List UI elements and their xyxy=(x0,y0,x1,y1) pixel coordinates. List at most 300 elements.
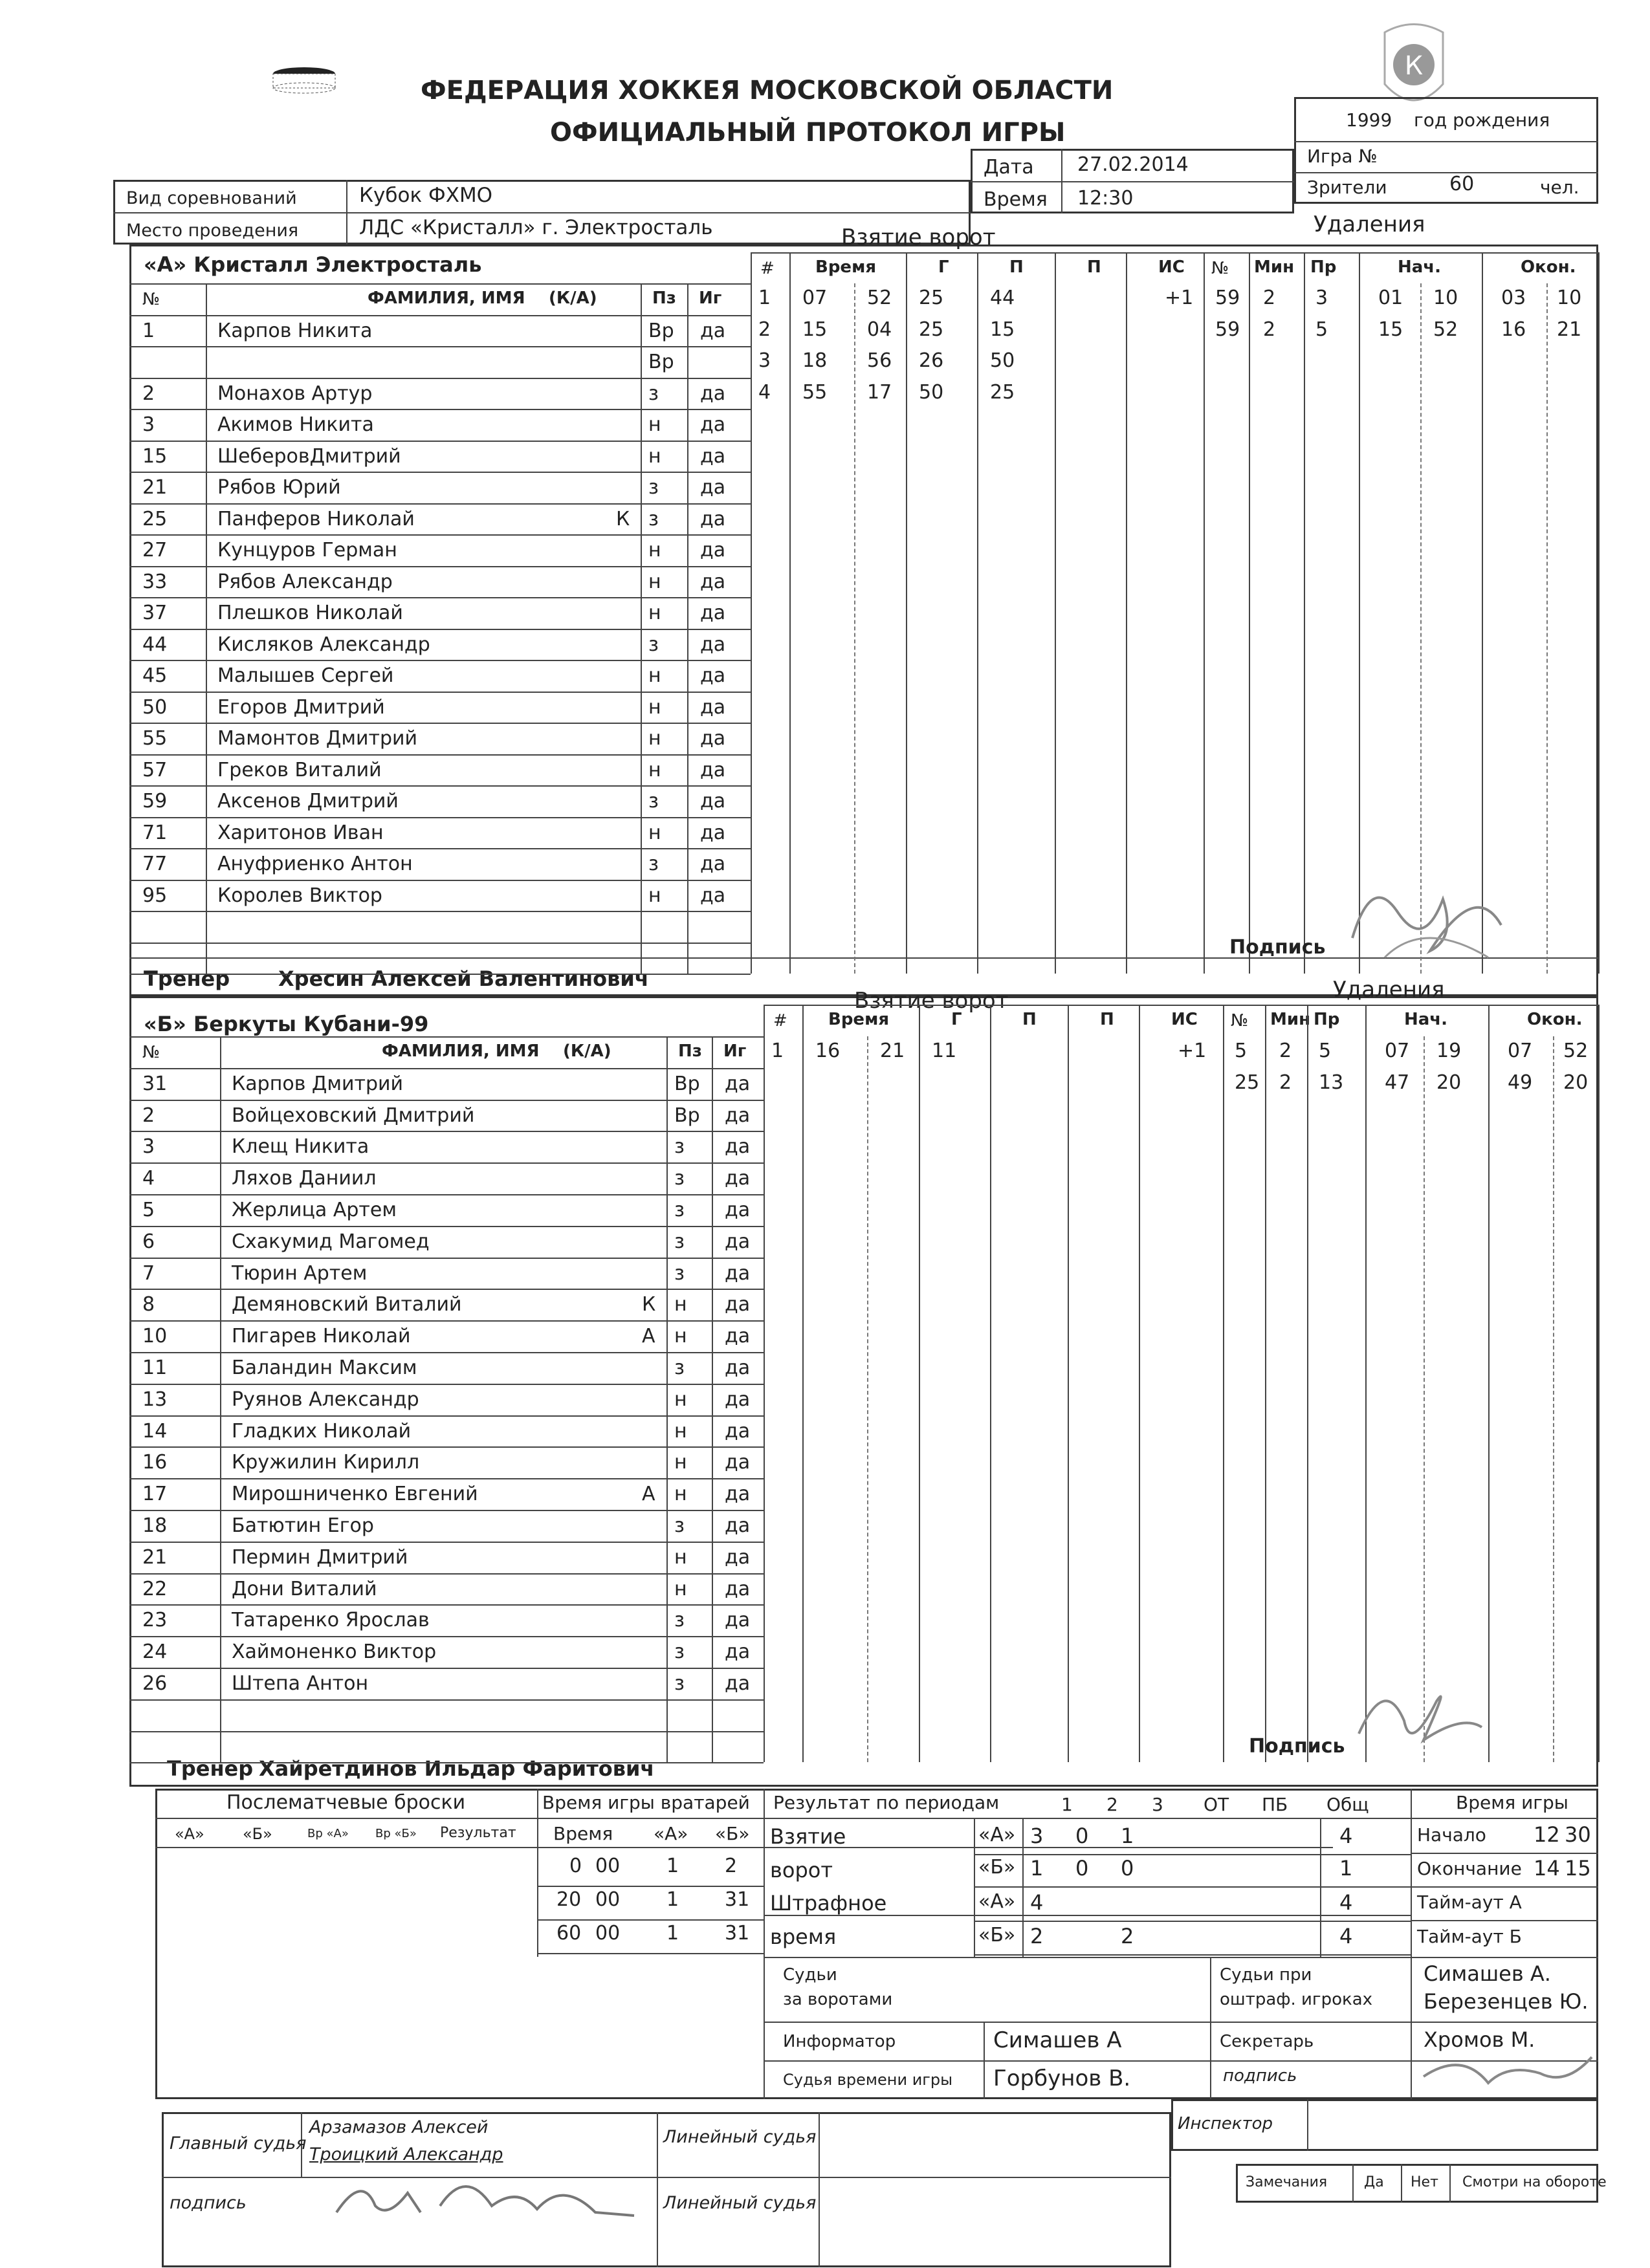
penalty-end-sec: 20 xyxy=(1563,1071,1589,1094)
period-value: 4 xyxy=(1030,1890,1044,1915)
team-a-signature-label: Подпись xyxy=(1229,936,1326,959)
pen-end-header: Окон. xyxy=(1521,257,1576,277)
goalie-row-line xyxy=(537,1919,764,1921)
player-number: 4 xyxy=(142,1167,155,1190)
goals-col-line xyxy=(977,252,978,974)
period-row-line xyxy=(974,1954,1411,1956)
birth-year: 1999 xyxy=(1346,109,1392,131)
penalty-end-min: 16 xyxy=(1501,318,1526,341)
roster-name-header: ФАМИЛИЯ, ИМЯ xyxy=(368,289,525,308)
period-row-line xyxy=(974,1854,1411,1855)
roster-row-line xyxy=(129,785,751,787)
pen-no-header: № xyxy=(1211,258,1229,278)
competition-label: Вид соревнований xyxy=(126,188,297,208)
player-pz: з xyxy=(648,790,659,812)
goals-col-line xyxy=(906,252,907,974)
goals-g-header: Г xyxy=(938,257,949,277)
roster-row-line xyxy=(129,409,751,410)
penalty-player: 59 xyxy=(1215,287,1240,309)
period-header: ПБ xyxy=(1262,1794,1288,1815)
shootouts-title: Послематчевые броски xyxy=(226,1791,466,1814)
goalie-b-header: «Б» xyxy=(715,1823,750,1844)
remarks-label: Замечания xyxy=(1246,2174,1328,2190)
player-name: Кружилин Кирилл xyxy=(232,1451,420,1474)
penalty-end-sec: 52 xyxy=(1563,1040,1589,1062)
roster-row-line xyxy=(129,1762,764,1763)
player-ig: да xyxy=(700,853,726,875)
date-value: 27.02.2014 xyxy=(1077,153,1189,176)
player-pz: Вр xyxy=(648,319,674,342)
player-number: 33 xyxy=(142,570,168,593)
competition-value: Кубок ФХМО xyxy=(359,184,493,207)
player-number: 6 xyxy=(142,1230,155,1253)
spectators-unit: чел. xyxy=(1540,177,1579,198)
player-number: 3 xyxy=(142,1135,155,1159)
goals-time-header: Время xyxy=(815,257,877,277)
roster-ka-header: (К/А) xyxy=(549,289,597,308)
penalty-col-line xyxy=(1598,1005,1600,1762)
start-minutes: 30 xyxy=(1565,1822,1591,1847)
shootouts-gk-b: Вр «Б» xyxy=(375,1827,417,1840)
player-number: 31 xyxy=(142,1072,168,1095)
roster-col-line xyxy=(666,1036,668,1762)
goal-scorer: 50 xyxy=(919,380,944,404)
inspector-label: Инспектор xyxy=(1178,2114,1273,2133)
goal-scorer: 25 xyxy=(919,318,944,341)
main-referee-signature xyxy=(324,2167,647,2225)
roster-row-line xyxy=(129,692,751,693)
penalty-start-divider xyxy=(1424,1036,1425,1762)
player-pz: н xyxy=(648,602,661,624)
player-number: 2 xyxy=(142,382,155,405)
team-b-coach: Хайретдинов Ильдар Фаритович xyxy=(259,1756,655,1781)
player-name: ШеберовДмитрий xyxy=(217,444,401,468)
roster-row-line xyxy=(129,1542,764,1543)
goal-judges-label-1: Судьи xyxy=(783,1965,837,1985)
line-referee-label-1: Линейный судья xyxy=(663,2127,817,2147)
player-pz: з xyxy=(674,1199,685,1221)
player-name: Королев Виктор xyxy=(217,884,382,907)
roster-row-line xyxy=(129,1352,764,1353)
penalty-col-line xyxy=(1265,1005,1266,1762)
hockey-puck-logo xyxy=(269,65,340,97)
goal-minute: 15 xyxy=(802,318,828,341)
pen-min-header: Мин xyxy=(1254,257,1295,277)
goals-time-divider xyxy=(867,1036,868,1762)
date-label: Дата xyxy=(984,156,1034,179)
informator-label: Информатор xyxy=(783,2032,896,2051)
roster-row-line xyxy=(129,1194,764,1195)
team-b-coach-label: Тренер xyxy=(167,1756,254,1781)
player-ig: да xyxy=(725,1641,751,1664)
player-pz: з xyxy=(674,1609,685,1632)
period-header: 2 xyxy=(1106,1794,1118,1815)
secretary-value: Хромов М. xyxy=(1424,2027,1535,2052)
period-team-label: «А» xyxy=(978,1824,1016,1846)
team-b-signature xyxy=(1346,1663,1488,1760)
goalie-a: 1 xyxy=(666,1888,679,1911)
player-ig: да xyxy=(700,539,726,562)
pen-pr-header: Пр xyxy=(1310,257,1337,277)
goals-p1-header: П xyxy=(1009,257,1024,277)
period-value: 0 xyxy=(1121,1856,1134,1881)
penalties-title: Удаления xyxy=(1314,212,1425,237)
player-number: 21 xyxy=(142,1545,168,1569)
player-name: Клещ Никита xyxy=(232,1135,369,1159)
goal-scorer: 26 xyxy=(919,349,944,372)
penalties-title: Удаления xyxy=(1333,977,1445,1003)
player-ig: да xyxy=(700,319,726,342)
player-name: Акимов Никита xyxy=(217,413,374,436)
goalie-time-second: 00 xyxy=(595,1922,621,1945)
penalty-end-min: 49 xyxy=(1508,1071,1533,1094)
roster-row-line xyxy=(129,315,751,316)
team-a-coach-label: Тренер xyxy=(144,966,230,991)
goalie-row-line xyxy=(537,1886,764,1887)
penalty-reason: 3 xyxy=(1315,287,1328,309)
goals-is-header: ИС xyxy=(1158,257,1185,277)
period-row-line xyxy=(974,1886,1411,1888)
player-number: 17 xyxy=(142,1483,168,1506)
end-label: Окончание xyxy=(1417,1858,1522,1879)
player-number: 95 xyxy=(142,884,168,907)
goals-col-line xyxy=(789,252,791,974)
penalty-player: 59 xyxy=(1215,318,1240,341)
pen-pr-header: Пр xyxy=(1314,1010,1340,1030)
penalty-col-line xyxy=(1488,1005,1490,1762)
period-value: 3 xyxy=(1030,1824,1044,1848)
penalty-reason: 13 xyxy=(1319,1071,1344,1094)
secretary-signature xyxy=(1411,2038,1598,2099)
player-ig: да xyxy=(725,1451,751,1474)
player-name: Греков Виталий xyxy=(217,758,382,781)
player-number: 13 xyxy=(142,1388,168,1411)
goals-label-2: ворот xyxy=(770,1858,833,1882)
period-value: 2 xyxy=(1121,1924,1134,1948)
goalie-a: 1 xyxy=(666,1922,679,1945)
player-ig: да xyxy=(725,1167,751,1190)
player-number: 77 xyxy=(142,853,168,875)
goals-p2-header: П xyxy=(1100,1010,1114,1030)
roster-row-line xyxy=(129,1100,764,1101)
shootouts-result: Результат xyxy=(440,1825,516,1841)
penalty-end-min: 03 xyxy=(1501,287,1526,309)
penalty-player: 25 xyxy=(1235,1071,1260,1094)
period-value: 0 xyxy=(1075,1824,1089,1848)
period-header: 3 xyxy=(1152,1794,1163,1815)
goalie-time-minute: 60 xyxy=(556,1922,582,1945)
player-ig: да xyxy=(700,758,726,781)
goal-second: 21 xyxy=(880,1040,905,1062)
roster-row-line xyxy=(129,974,751,975)
player-name: Демяновский Виталий xyxy=(232,1293,462,1316)
player-name: Татаренко Ярослав xyxy=(232,1609,430,1632)
player-ig: да xyxy=(725,1609,751,1632)
roster-row-line xyxy=(129,1162,764,1164)
period-team-label: «Б» xyxy=(978,1924,1016,1946)
venue-label: Место проведения xyxy=(126,221,299,241)
player-ig: да xyxy=(700,790,726,812)
game-time-title: Время игры xyxy=(1456,1792,1568,1813)
player-pz: з xyxy=(648,476,659,499)
player-pz: з xyxy=(648,633,659,656)
timeout-b-label: Тайм-аут Б xyxy=(1417,1926,1522,1947)
player-pz: н xyxy=(648,570,661,593)
roster-ig-header: Иг xyxy=(723,1041,747,1061)
player-pz: н xyxy=(674,1483,687,1506)
penalty-col-line xyxy=(1365,1005,1367,1762)
penalty-minutes: 2 xyxy=(1263,318,1276,341)
player-ig: да xyxy=(725,1325,751,1348)
player-name: Баландин Максим xyxy=(232,1357,417,1379)
roster-row-line xyxy=(129,472,751,473)
penalty-judge-2: Березенцев Ю. xyxy=(1424,1989,1589,2014)
penalty-minutes: 2 xyxy=(1279,1040,1292,1062)
goal-assist-1: 44 xyxy=(990,287,1015,309)
penalty-start-min: 01 xyxy=(1378,287,1403,309)
player-pz: з xyxy=(674,1357,685,1379)
informator-value: Симашев А xyxy=(993,2027,1122,2053)
player-number: 16 xyxy=(142,1451,168,1474)
player-pz: н xyxy=(648,539,661,562)
venue-value: ЛДС «Кристалл» г. Электросталь xyxy=(359,216,713,239)
team-b-title: «Б» Беркуты Кубани-99 xyxy=(144,1012,429,1036)
player-number: 3 xyxy=(142,413,155,436)
player-ka: К xyxy=(616,507,630,530)
player-name: Малышев Сергей xyxy=(217,664,394,687)
penalty-start-min: 15 xyxy=(1378,318,1403,341)
penalty-player: 5 xyxy=(1235,1040,1248,1062)
player-name: Рябов Александр xyxy=(217,570,393,593)
penalty-reason: 5 xyxy=(1315,318,1328,341)
player-pz: з xyxy=(674,1135,685,1159)
penalty-start-sec: 52 xyxy=(1433,318,1458,341)
player-ig: да xyxy=(700,444,726,468)
roster-row-line xyxy=(129,1699,764,1701)
goalie-b: 31 xyxy=(725,1888,750,1911)
player-name: Пигарев Николай xyxy=(232,1325,411,1348)
penalty-start-min: 47 xyxy=(1385,1071,1410,1094)
player-number: 7 xyxy=(142,1261,155,1285)
roster-header-top xyxy=(129,283,751,285)
protocol-title: ОФИЦИАЛЬНЫЙ ПРОТОКОЛ ИГРЫ xyxy=(550,118,1066,147)
player-pz: н xyxy=(648,444,661,468)
roster-ka-header: (К/А) xyxy=(563,1041,611,1061)
team-b-signature-label: Подпись xyxy=(1249,1735,1345,1758)
main-referee-signature-label: подпись xyxy=(170,2193,247,2213)
shootouts-a: «А» xyxy=(175,1825,204,1843)
goalie-b: 31 xyxy=(725,1922,750,1945)
player-ig: да xyxy=(725,1419,751,1443)
goal-second: 17 xyxy=(867,380,892,404)
remarks-no: Нет xyxy=(1411,2174,1438,2190)
player-ka: А xyxy=(642,1325,655,1348)
player-pz: з xyxy=(674,1641,685,1664)
goal-second: 04 xyxy=(867,318,892,341)
goal-number: 4 xyxy=(758,380,771,404)
player-ig: да xyxy=(700,570,726,593)
roster-row-line xyxy=(129,1415,764,1417)
player-number: 11 xyxy=(142,1357,168,1379)
player-name: Жерлица Артем xyxy=(232,1199,397,1221)
player-ig: да xyxy=(725,1545,751,1569)
roster-row-line xyxy=(129,754,751,756)
roster-col-line xyxy=(641,283,642,974)
player-number: 18 xyxy=(142,1514,168,1537)
penalty-judges-label-2: оштраф. игроках xyxy=(1220,1990,1373,2009)
player-name: Рябов Юрий xyxy=(217,476,341,499)
penalty-start-sec: 19 xyxy=(1436,1040,1462,1062)
secretary-signature-label: подпись xyxy=(1223,2066,1297,2086)
player-pz: н xyxy=(674,1388,687,1411)
roster-row-line xyxy=(129,723,751,724)
player-name: Хаймоненко Виктор xyxy=(232,1641,437,1664)
player-name: Мамонтов Дмитрий xyxy=(217,727,417,750)
player-ig: да xyxy=(700,821,726,844)
goalie-b: 2 xyxy=(725,1855,738,1877)
roster-row-line xyxy=(129,566,751,567)
roster-row-line xyxy=(129,848,751,849)
player-number: 22 xyxy=(142,1577,168,1600)
penalty-col-line xyxy=(1249,252,1250,974)
roster-row-line xyxy=(129,817,751,818)
roster-row-line xyxy=(129,534,751,536)
goal-strength: +1 xyxy=(1178,1040,1207,1062)
player-number: 71 xyxy=(142,821,168,844)
periods-title: Результат по периодам xyxy=(773,1792,1000,1813)
remarks-yes: Да xyxy=(1364,2174,1384,2190)
goalie-time-header: Время xyxy=(553,1823,613,1844)
goals-col-line xyxy=(1139,1005,1140,1762)
pen-min-header: Мин xyxy=(1270,1010,1311,1030)
player-name: Кунцуров Герман xyxy=(217,539,397,562)
goal-minute: 16 xyxy=(815,1040,841,1062)
period-team-label: «А» xyxy=(978,1890,1016,1913)
goal-minute: 55 xyxy=(802,380,828,404)
roster-row-line xyxy=(129,1384,764,1385)
player-pz: н xyxy=(648,413,661,436)
penalty-minutes: 2 xyxy=(1263,287,1276,309)
penalties-title-line xyxy=(1223,1005,1598,1006)
roster-row-line xyxy=(129,629,751,630)
player-ig: да xyxy=(725,1577,751,1600)
player-pz: н xyxy=(648,758,661,781)
pen-no-header: № xyxy=(1231,1011,1249,1031)
player-name: Кисляков Александр xyxy=(217,633,430,656)
period-row-line xyxy=(974,1921,1411,1922)
roster-row-line xyxy=(129,880,751,881)
player-pz: Вр xyxy=(674,1072,700,1095)
roster-col-line xyxy=(687,283,688,974)
team-a-coach: Хресин Алексей Валентинович xyxy=(278,966,649,991)
shootouts-gk-a: Вр «А» xyxy=(307,1827,349,1840)
line-referee-label-2: Линейный судья xyxy=(663,2193,817,2213)
goals-col-line xyxy=(751,252,752,974)
player-ig: да xyxy=(725,1483,751,1506)
player-ig: да xyxy=(725,1072,751,1095)
player-ig: да xyxy=(725,1104,751,1127)
player-name: Мирошниченко Евгений xyxy=(232,1483,478,1506)
player-name: Панферов Николай xyxy=(217,507,415,530)
player-number: 26 xyxy=(142,1672,168,1695)
roster-row-line xyxy=(129,1446,764,1448)
goalie-a-header: «А» xyxy=(654,1823,688,1844)
roster-ig-header: Иг xyxy=(699,289,722,308)
player-pz: з xyxy=(674,1514,685,1537)
goals-time-header: Время xyxy=(828,1010,890,1030)
player-ka: К xyxy=(642,1293,656,1316)
main-referee-1: Арзамазов Алексей xyxy=(309,2117,489,2137)
start-label: Начало xyxy=(1417,1824,1486,1846)
player-name: Войцеховский Дмитрий xyxy=(232,1104,475,1127)
penalty-end-divider xyxy=(1546,283,1548,974)
roster-row-line xyxy=(129,1289,764,1290)
goalie-row-line xyxy=(537,1953,764,1954)
roster-num-header: № xyxy=(142,290,160,309)
goal-number: 1 xyxy=(758,287,771,309)
roster-row-line xyxy=(129,1668,764,1669)
goalie-time-second: 00 xyxy=(595,1855,621,1877)
period-header: ОТ xyxy=(1204,1794,1229,1815)
game-number-label: Игра № xyxy=(1307,146,1378,167)
goals-label-1: Взятие xyxy=(770,1824,846,1849)
player-number: 57 xyxy=(142,758,168,781)
penalty-col-line xyxy=(1204,252,1205,974)
goal-minute: 07 xyxy=(802,287,828,309)
goalie-time-minute: 20 xyxy=(556,1888,582,1911)
player-pz: н xyxy=(674,1577,687,1600)
player-ig: да xyxy=(725,1135,751,1159)
goalie-time-title: Время игры вратарей xyxy=(542,1792,750,1813)
player-ig: да xyxy=(725,1357,751,1379)
player-name: Карпов Дмитрий xyxy=(232,1072,403,1095)
spectators-value: 60 xyxy=(1449,173,1475,195)
roster-name-header: ФАМИЛИЯ, ИМЯ xyxy=(382,1041,540,1061)
player-name: Штепа Антон xyxy=(232,1672,369,1695)
timekeeper-value: Горбунов В. xyxy=(993,2066,1131,2091)
player-name: Егоров Дмитрий xyxy=(217,695,385,719)
goal-assist-1: 50 xyxy=(990,349,1015,372)
period-value: 4 xyxy=(1339,1924,1353,1948)
roster-row-line xyxy=(129,1636,764,1637)
goals-col-line xyxy=(1055,252,1056,974)
goals-col-line xyxy=(990,1005,991,1762)
penalty-end-min: 07 xyxy=(1508,1040,1533,1062)
goal-number: 3 xyxy=(758,349,771,372)
roster-row-line xyxy=(129,1068,764,1069)
player-number: 44 xyxy=(142,633,168,656)
period-value: 1 xyxy=(1339,1856,1353,1881)
goals-time-divider xyxy=(854,283,855,974)
spectators-label: Зрители xyxy=(1307,177,1387,198)
goals-g-header: Г xyxy=(951,1010,962,1030)
roster-row-line xyxy=(129,1131,764,1132)
secretary-label: Секретарь xyxy=(1220,2032,1314,2051)
player-ig: да xyxy=(700,602,726,624)
player-ig: да xyxy=(700,382,726,405)
goals-title: Взятие ворот xyxy=(854,988,1009,1014)
player-pz: н xyxy=(674,1419,687,1443)
player-ig: да xyxy=(700,884,726,907)
roster-row-line xyxy=(129,1510,764,1511)
player-number: 45 xyxy=(142,664,168,687)
birth-year-label: год рождения xyxy=(1414,109,1550,131)
player-pz: н xyxy=(648,727,661,750)
player-pz: н xyxy=(674,1451,687,1474)
goal-scorer: 11 xyxy=(932,1040,957,1062)
player-ig: да xyxy=(725,1261,751,1285)
goals-col-line xyxy=(802,1005,804,1762)
